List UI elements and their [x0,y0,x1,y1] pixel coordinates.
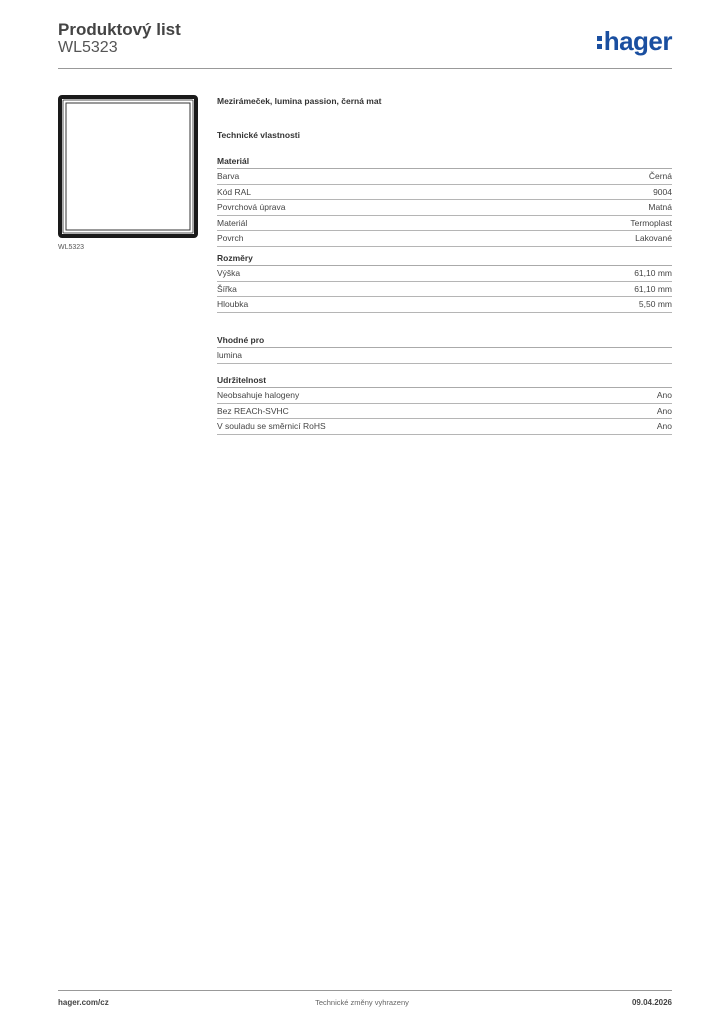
table-row [217,388,672,404]
product-image-frame [58,95,198,238]
sustainability-group [217,373,672,435]
logo-text: hager [603,26,672,56]
table-row [217,231,672,247]
product-code: WL5323 [58,39,118,56]
footer-divider [58,990,672,991]
row-label: V souladu se směrnicí RoHS [217,421,326,431]
product-name: Mezirámeček, lumina passion, černá mat [217,96,382,106]
table-row [217,216,672,232]
footer-date: 09.04.2026 [631,998,672,1007]
logo-colon-icon [597,34,602,50]
section-heading: Technické vlastnosti [217,130,300,140]
row-value: Ano [656,405,672,416]
row-label: Povrchová úprava [217,202,286,212]
image-caption: WL5323 [58,244,85,251]
row-value: Termoplast [630,217,672,228]
row-label: Povrch [217,233,244,243]
table-row [217,169,672,185]
row-value: Matná [648,202,672,212]
document-title: Produktový list [58,20,181,39]
row-value: 61,10 mm [634,268,672,278]
row-label: Barva [217,171,240,181]
row-label: Hloubka [217,299,249,309]
row-value: 9004 [653,186,672,197]
table-row [217,266,672,282]
row-label: Kód RAL [217,186,252,197]
group-title: Udržitelnost [217,373,672,388]
header-divider [58,68,672,69]
row-value: Ano [656,421,672,431]
row-value: 5,50 mm [638,299,672,309]
table-row [217,297,672,313]
row-label: Bez REACh-SVHC [217,405,289,416]
footer-website: hager.com/cz [58,998,109,1007]
hager-logo [597,26,672,57]
row-value: Lakované [635,233,672,243]
row-label: Výška [217,268,241,278]
dimensions-group [217,251,672,313]
table-row [217,185,672,201]
table-row [217,419,672,435]
table-row [217,348,672,364]
row-label: Materiál [217,217,248,228]
row-label: Neobsahuje halogeny [217,390,300,400]
row-label: Šířka [217,283,237,294]
table-row [217,200,672,216]
group-title: Vhodné pro [217,333,672,348]
table-row [217,404,672,420]
row-value: 61,10 mm [634,283,672,294]
suitable-for-group [217,333,672,364]
group-title: Rozměry [217,251,672,266]
row-value: Ano [656,390,672,400]
group-title: Materiál [217,154,672,169]
row-value: Černá [648,171,672,181]
material-group [217,154,672,247]
footer-notice: Technické změny vyhrazeny [315,998,409,1007]
row-label: lumina [217,350,243,360]
table-row [217,282,672,298]
